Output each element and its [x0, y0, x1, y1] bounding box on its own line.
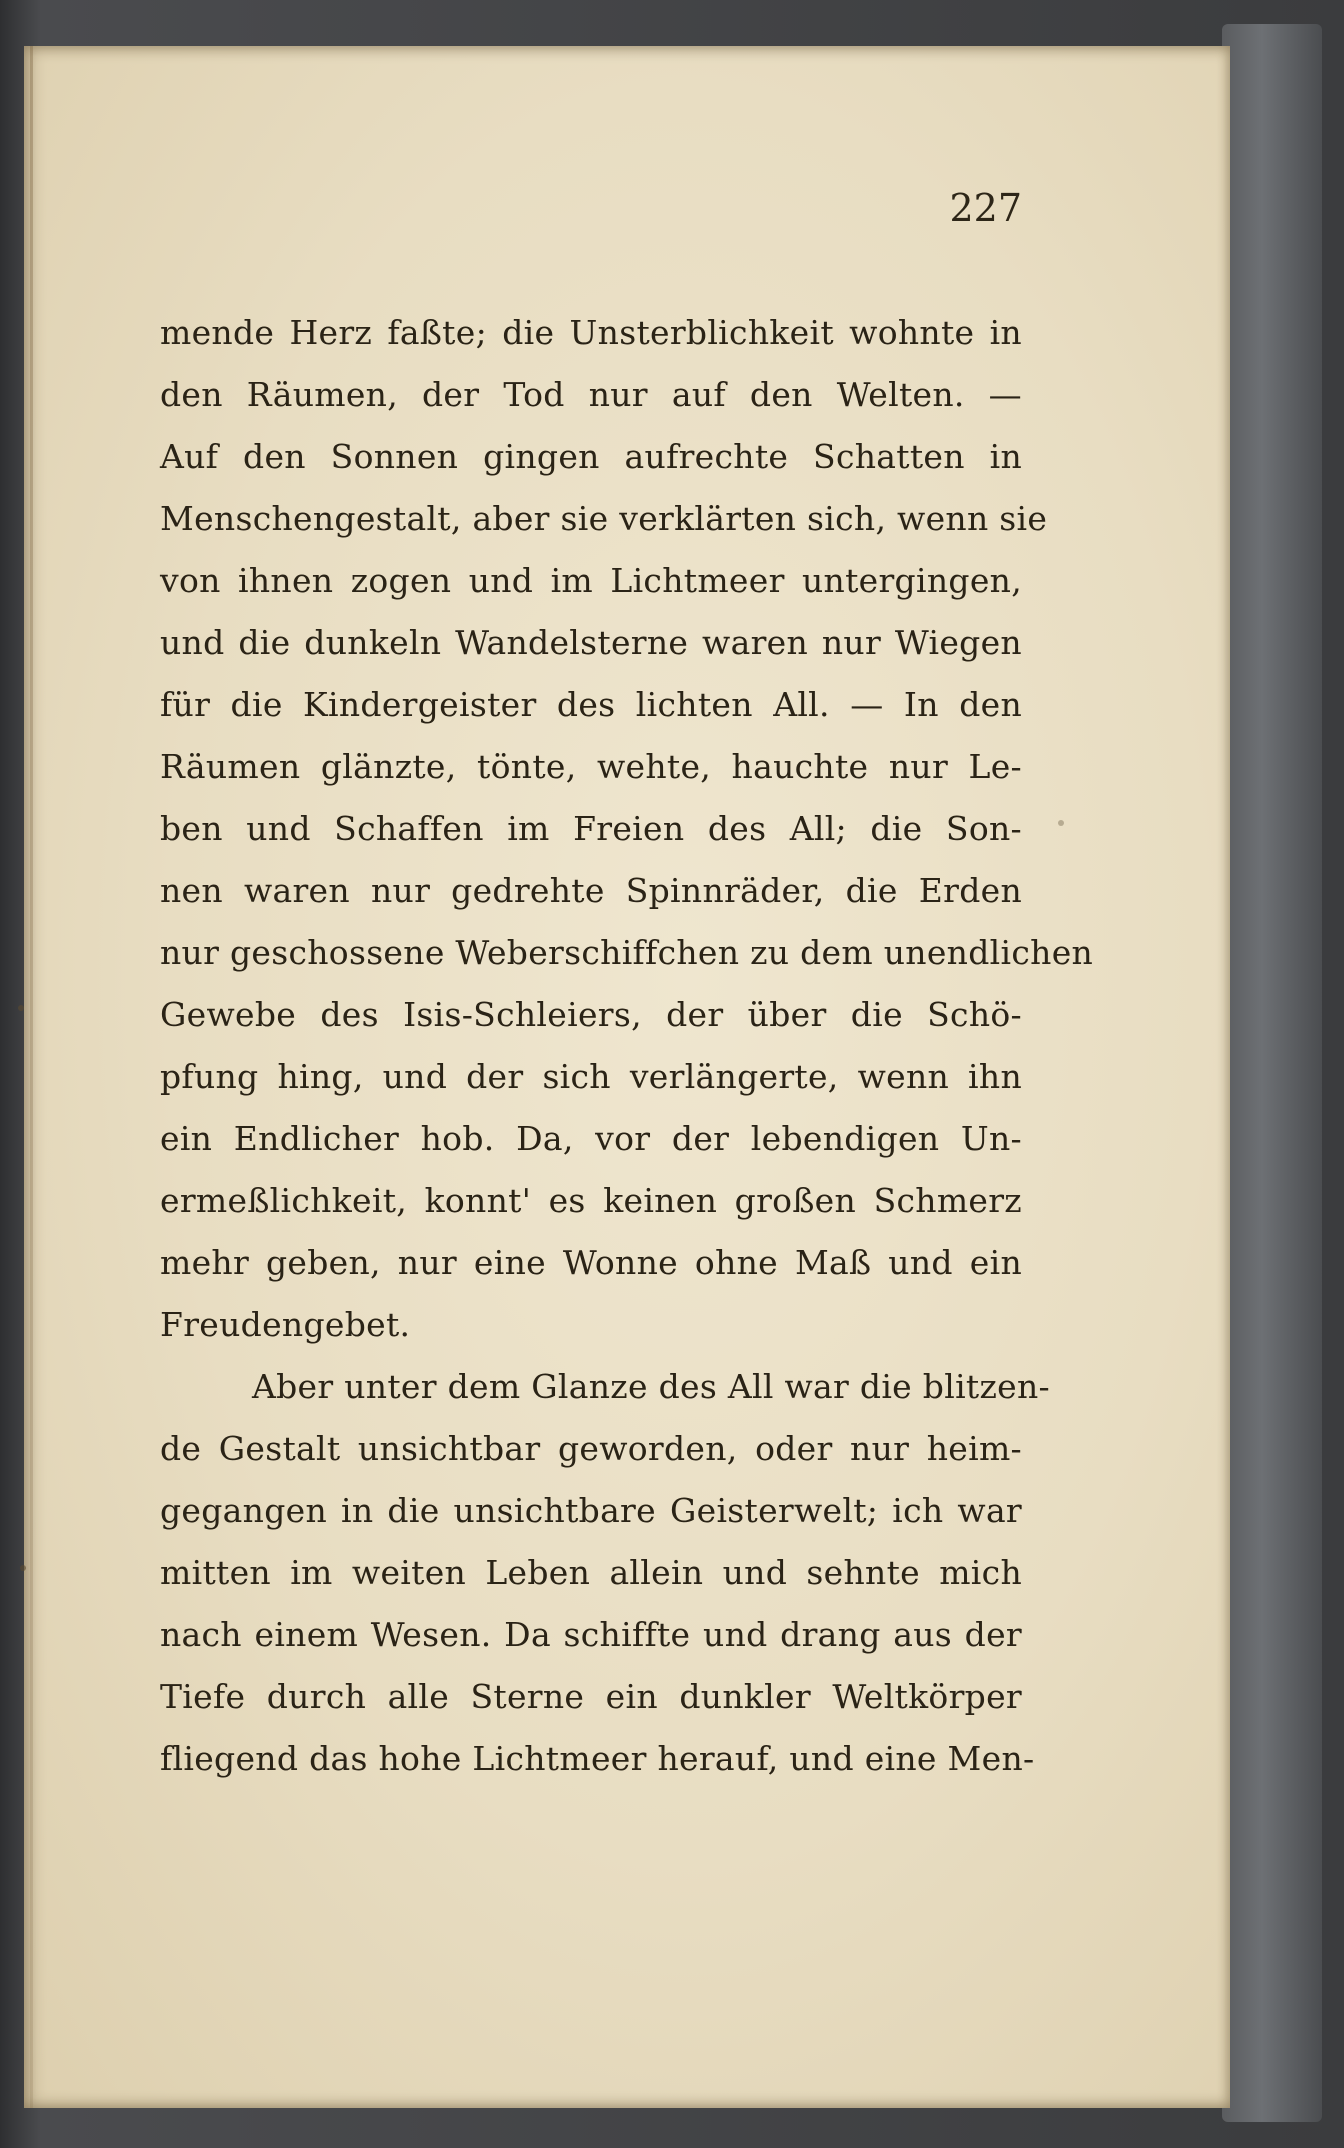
- text-line: den Räumen, der Tod nur auf den Welten. —: [160, 375, 1022, 414]
- text-line: Aber unter dem Glanze des All war die blitzen-: [252, 1367, 1051, 1406]
- text-line: Räumen glänzte, tönte, wehte, hauchte nur Le-: [160, 747, 1022, 786]
- book-cover-edge: [1222, 24, 1322, 2122]
- text-line: nur geschossene Weberschiffchen zu dem unendlichen: [160, 933, 1094, 972]
- text-line: ermeßlichkeit, konnt' es keinen großen Schmerz: [160, 1181, 1022, 1220]
- text-line: pfung hing, und der sich verlängerte, wenn ihn: [160, 1057, 1022, 1096]
- text-line: und die dunkeln Wandelsterne waren nur Wiegen: [160, 623, 1022, 662]
- gutter-shadow: [30, 46, 33, 2108]
- text-line: Freudengebet.: [160, 1305, 411, 1344]
- text-line: Menschengestalt, aber sie verklärten sich, wenn sie: [160, 499, 1048, 538]
- body-text: [160, 302, 1094, 1790]
- text-line: für die Kindergeister des lichten All. — In den: [160, 685, 1022, 724]
- text-line: ein Endlicher hob. Da, vor der lebendigen Un-: [160, 1119, 1022, 1158]
- text-line: Gewebe des Isis-Schleiers, der über die Schö-: [160, 995, 1022, 1034]
- text-line: nach einem Wesen. Da schiffte und drang aus der: [160, 1615, 1022, 1654]
- text-line: gegangen in die unsichtbare Geisterwelt; ich war: [160, 1491, 1022, 1530]
- text-line: Auf den Sonnen gingen aufrechte Schatten in: [160, 437, 1022, 476]
- text-line: fliegend das hohe Lichtmeer herauf, und eine Men-: [160, 1739, 1035, 1778]
- text-line: Tiefe durch alle Sterne ein dunkler Weltkörper: [160, 1677, 1022, 1716]
- text-line: mende Herz faßte; die Unsterblichkeit wohnte in: [160, 313, 1022, 352]
- text-line: von ihnen zogen und im Lichtmeer untergingen,: [160, 561, 1022, 600]
- text-line: mitten im weiten Leben allein und sehnte mich: [160, 1553, 1022, 1592]
- margin-speck: [18, 1005, 24, 1011]
- text-line: nen waren nur gedrehte Spinnräder, die Erden: [160, 871, 1022, 910]
- paper-speck: [1058, 820, 1064, 826]
- margin-speck: [20, 1565, 26, 1571]
- text-line: mehr geben, nur eine Wonne ohne Maß und ein: [160, 1243, 1022, 1282]
- text-line: de Gestalt unsichtbar geworden, oder nur heim-: [160, 1429, 1022, 1468]
- text-line: ben und Schaffen im Freien des All; die Son-: [160, 809, 1022, 848]
- page-number: 227: [949, 186, 1022, 230]
